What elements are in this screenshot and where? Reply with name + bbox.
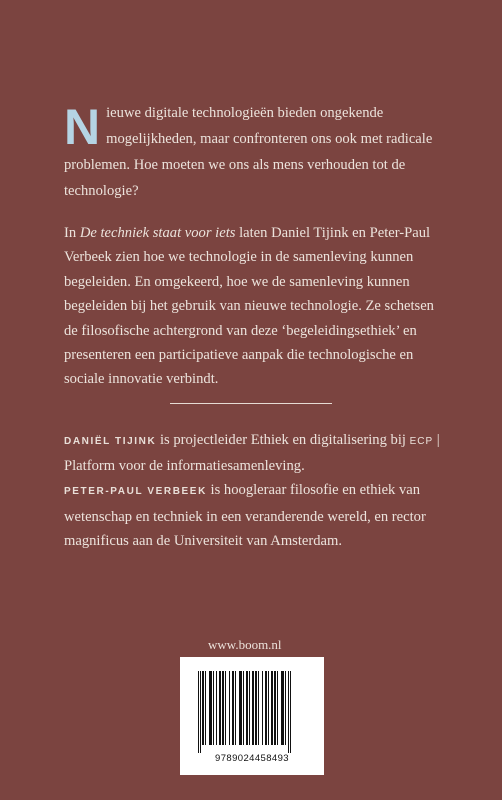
- barcode-bar: [232, 671, 234, 745]
- isbn-number: 9789024458493: [215, 753, 289, 764]
- barcode-bar: [205, 671, 206, 745]
- barcode-bar: [290, 671, 291, 753]
- barcode-bar: [243, 671, 244, 745]
- summary-prefix: In: [64, 225, 80, 241]
- barcode-bar: [219, 671, 221, 745]
- drop-cap: N: [64, 99, 101, 155]
- publisher-website: www.boom.nl: [208, 637, 282, 652]
- barcode-bar: [200, 671, 201, 753]
- barcode-bar: [239, 671, 242, 745]
- barcode-bar: [235, 671, 236, 745]
- barcode-bar: [274, 671, 276, 745]
- org-ecp: ECP: [409, 436, 434, 447]
- barcode-bar: [229, 671, 230, 745]
- intro-text: ieuwe digitale technologieën bieden ongekende mogelijkheden, maar confronteren ons ook met radicale problemen. Hoe moeten we ons als mens verhouden tot de technologie?: [64, 105, 433, 199]
- barcode-bar: [288, 671, 289, 753]
- barcode: [180, 657, 324, 775]
- divider-line: [170, 403, 332, 404]
- summary-paragraph: [64, 221, 446, 392]
- book-title: De techniek staat voor iets: [79, 225, 236, 241]
- author-name-verbeek: PETER-PAUL VERBEEK: [64, 486, 207, 498]
- barcode-bar: [222, 671, 224, 745]
- barcode-bar: [271, 671, 273, 745]
- barcode-bar: [246, 671, 248, 745]
- author-bios: [64, 428, 456, 553]
- author-name-tijink: DANIËL TIJINK: [64, 436, 157, 447]
- barcode-bar: [258, 671, 259, 745]
- barcode-bar: [209, 671, 212, 745]
- author-bio-tijink-a: is projectleider Ethiek en digitalisering bij: [156, 432, 410, 448]
- barcode-bar: [249, 671, 250, 745]
- barcode-bar: [198, 671, 199, 753]
- author-bio-verbeek: is hoogleraar filosofie en ethiek van wetenschap en techniek in een veranderende wereld, en rector magnificus aan de Universiteit van Amsterdam.: [64, 482, 426, 549]
- barcode-bar: [252, 671, 254, 745]
- barcode-bar: [277, 671, 278, 745]
- barcode-bar: [268, 671, 269, 745]
- barcode-bar: [281, 671, 284, 745]
- barcode-bar: [265, 671, 267, 745]
- barcode-bar: [225, 671, 226, 745]
- summary-text: laten Daniel Tijink en Peter-Paul Verbeek zien hoe we technologie in de samenleving kunnen begeleiden. En omgekeerd, hoe we de samenleving kunnen begeleiden bij het gebruik van nieuwe technologie. Ze schetsen de filosofische achtergrond van deze ‘begeleidingsethiek’ en presenteren een participatieve aanpak die technologische en sociale innovatie verbindt.: [64, 225, 434, 388]
- barcode-bar: [213, 671, 214, 745]
- barcode-bar: [262, 671, 263, 745]
- intro-paragraph: [64, 100, 446, 204]
- barcode-bars: [180, 657, 324, 753]
- barcode-bar: [202, 671, 204, 745]
- barcode-bar: [216, 671, 217, 745]
- author-bio-tijink-b: | Platform voor de informatiesamenleving.: [64, 432, 440, 475]
- barcode-bar: [255, 671, 257, 745]
- barcode-bar: [285, 671, 286, 745]
